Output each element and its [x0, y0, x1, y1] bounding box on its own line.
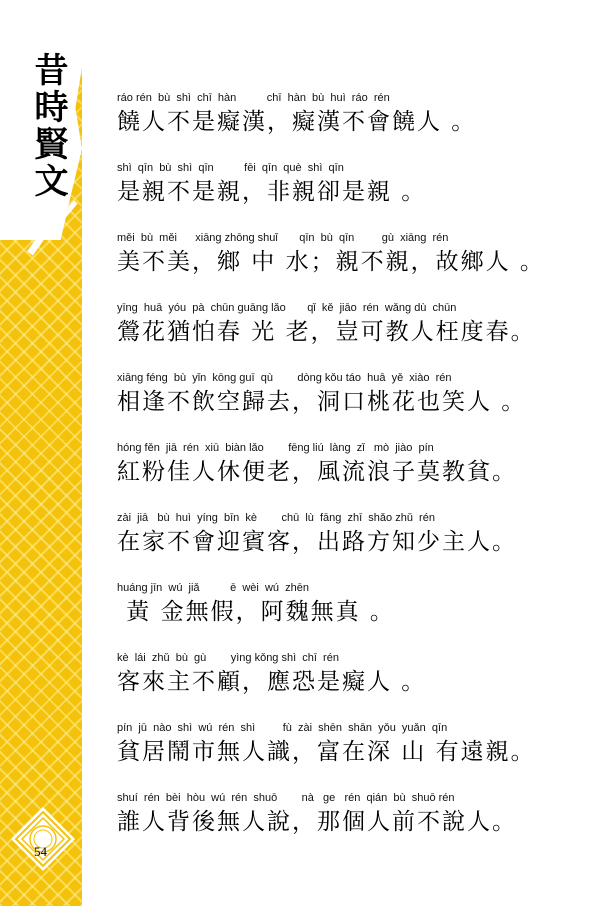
verse-pinyin: yīng huā yóu pà chūn guāng lǎo qǐ kě jiāo rén wǎng dù chūn — [117, 302, 457, 314]
verse-text: 相逢不飲空歸去，洞口桃花也笑人 。 — [117, 389, 527, 415]
verse-list — [117, 90, 597, 860]
verse-pinyin: zài jiā bù huì yíng bīn kè chū lù fāng zhī shǎo zhǔ rén — [117, 512, 435, 524]
verse-text: 貧居鬧市無人識，富在深 山 有遠親。 — [117, 739, 536, 765]
verse — [117, 370, 597, 440]
verse-text: 鶯花猶怕春 光 老，豈可教人枉度春。 — [117, 319, 536, 345]
verse-pinyin: xiāng féng bù yǐn kōng guī qù dòng kǒu táo huā yě xiào rén — [117, 372, 452, 384]
verse-text: 饒人不是癡漢，癡漢不會饒人 。 — [117, 109, 477, 135]
verse — [117, 580, 597, 650]
verse — [117, 160, 597, 230]
verse-text: 黃 金無假，阿魏無真 。 — [117, 599, 395, 625]
verse — [117, 90, 597, 160]
page-number: 54 — [34, 844, 47, 859]
verse-text: 客來主不顧，應恐是癡人 。 — [117, 669, 427, 695]
verse — [117, 230, 597, 300]
verse — [117, 300, 597, 370]
verse-pinyin: huáng jīn wú jiǎ ē wèi wú zhēn — [117, 582, 309, 594]
book-title: 昔時賢文 — [28, 52, 68, 200]
verse-text: 紅粉佳人休便老，風流浪子莫教貧。 — [117, 459, 517, 485]
verse-text: 誰人背後無人說，那個人前不說人。 — [117, 809, 517, 835]
verse-pinyin: měi bù měi xiāng zhōng shuǐ qīn bù qīn gù xiāng rén — [117, 232, 449, 244]
verse-pinyin: pín jū nào shì wú rén shì fù zài shēn shān yǒu yuǎn qīn — [117, 722, 448, 734]
verse-text: 是親不是親，非親卻是親 。 — [117, 179, 427, 205]
verse-text: 美不美，鄉 中 水；親不親，故鄉人 。 — [117, 249, 545, 275]
verse-pinyin: hóng fěn jiā rén xiū biàn lǎo fēng liú làng zǐ mò jiào pín — [117, 442, 434, 454]
verse — [117, 790, 597, 860]
verse-pinyin: shì qīn bù shì qīn fēi qīn què shì qīn — [117, 162, 344, 174]
verse — [117, 720, 597, 790]
verse — [117, 440, 597, 510]
diamond-lattice-emblem-icon — [10, 806, 76, 872]
verse — [117, 510, 597, 580]
verse — [117, 650, 597, 720]
verse-pinyin: kè lái zhǔ bù gù yìng kǒng shì chī rén — [117, 652, 339, 664]
verse-text: 在家不會迎賓客，出路方知少主人。 — [117, 529, 517, 555]
verse-pinyin: ráo rén bù shì chī hàn chī hàn bù huì ráo rén — [117, 92, 390, 104]
verse-pinyin: shuí rén bèi hòu wú rén shuō nà ge rén qián bù shuō rén — [117, 792, 455, 804]
